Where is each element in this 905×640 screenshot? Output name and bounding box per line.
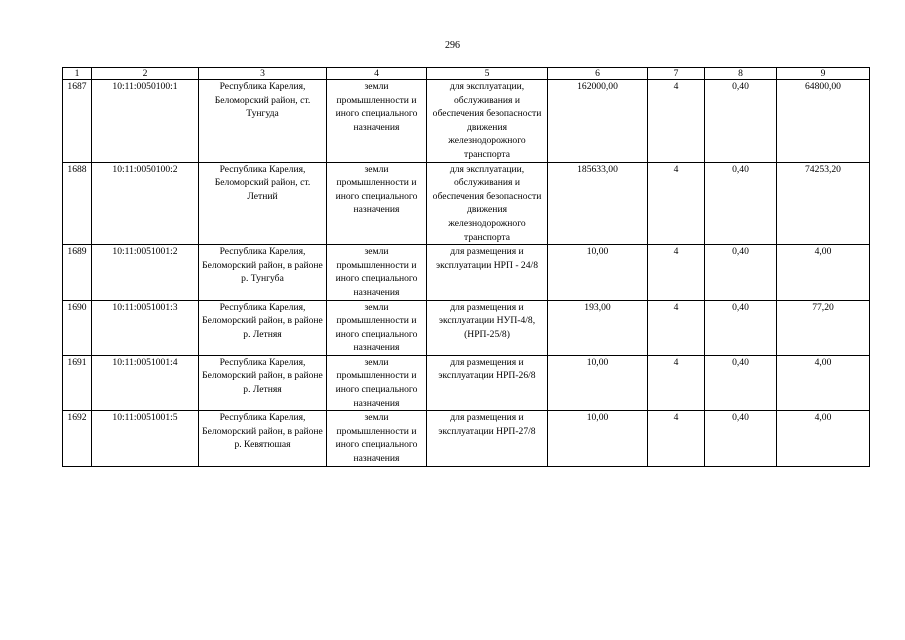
column-header: 2 — [92, 68, 199, 80]
permitted-use: для размещения и эксплуатации НУП-4/8, (НРП-25/8) — [427, 300, 548, 355]
table-row — [63, 411, 870, 466]
cadastral-number: 10:11:0051001:2 — [92, 245, 199, 300]
rate: 0,40 — [705, 300, 777, 355]
header-row — [63, 68, 870, 80]
column-header: 8 — [705, 68, 777, 80]
permitted-use: для эксплуатации, обслуживания и обеспечения безопасности движения железнодорожного транспорта — [427, 162, 548, 245]
group: 4 — [648, 245, 705, 300]
group: 4 — [648, 162, 705, 245]
group: 4 — [648, 80, 705, 163]
area: 193,00 — [548, 300, 648, 355]
area: 185633,00 — [548, 162, 648, 245]
group: 4 — [648, 411, 705, 466]
cadastral-number: 10:11:0051001:4 — [92, 355, 199, 410]
group: 4 — [648, 355, 705, 410]
row-number: 1691 — [63, 355, 92, 410]
row-number: 1687 — [63, 80, 92, 163]
amount: 4,00 — [777, 355, 870, 410]
rate: 0,40 — [705, 162, 777, 245]
column-header: 7 — [648, 68, 705, 80]
land-registry-table — [62, 67, 870, 467]
cadastral-number: 10:11:0050100:2 — [92, 162, 199, 245]
amount: 4,00 — [777, 245, 870, 300]
table-row — [63, 300, 870, 355]
cadastral-number: 10:11:0051001:5 — [92, 411, 199, 466]
rate: 0,40 — [705, 245, 777, 300]
table-row — [63, 80, 870, 163]
amount: 4,00 — [777, 411, 870, 466]
cadastral-number: 10:11:0051001:3 — [92, 300, 199, 355]
land-category: земли промышленности и иного специального назначения — [327, 162, 427, 245]
amount: 77,20 — [777, 300, 870, 355]
area: 10,00 — [548, 245, 648, 300]
rate: 0,40 — [705, 80, 777, 163]
land-category: земли промышленности и иного специального назначения — [327, 355, 427, 410]
amount: 64800,00 — [777, 80, 870, 163]
location: Республика Карелия, Беломорский район, ст. Тунгуда — [199, 80, 327, 163]
row-number: 1690 — [63, 300, 92, 355]
location: Республика Карелия, Беломорский район, в районе р. Летняя — [199, 355, 327, 410]
rate: 0,40 — [705, 355, 777, 410]
cadastral-number: 10:11:0050100:1 — [92, 80, 199, 163]
column-header: 3 — [199, 68, 327, 80]
table-row — [63, 245, 870, 300]
table-row — [63, 355, 870, 410]
location: Республика Карелия, Беломорский район, в районе р. Летняя — [199, 300, 327, 355]
column-header: 4 — [327, 68, 427, 80]
rate: 0,40 — [705, 411, 777, 466]
land-category: земли промышленности и иного специального назначения — [327, 80, 427, 163]
land-category: земли промышленности и иного специального назначения — [327, 245, 427, 300]
row-number: 1692 — [63, 411, 92, 466]
permitted-use: для размещения и эксплуатации НРП-27/8 — [427, 411, 548, 466]
location: Республика Карелия, Беломорский район, в районе р. Тунгуба — [199, 245, 327, 300]
page-number: 296 — [445, 40, 460, 51]
permitted-use: для размещения и эксплуатации НРП-26/8 — [427, 355, 548, 410]
table-row — [63, 162, 870, 245]
area: 10,00 — [548, 411, 648, 466]
column-header: 5 — [427, 68, 548, 80]
column-header: 6 — [548, 68, 648, 80]
permitted-use: для размещения и эксплуатации НРП - 24/8 — [427, 245, 548, 300]
area: 10,00 — [548, 355, 648, 410]
row-number: 1689 — [63, 245, 92, 300]
location: Республика Карелия, Беломорский район, ст. Летний — [199, 162, 327, 245]
row-number: 1688 — [63, 162, 92, 245]
land-category: земли промышленности и иного специального назначения — [327, 411, 427, 466]
amount: 74253,20 — [777, 162, 870, 245]
group: 4 — [648, 300, 705, 355]
land-category: земли промышленности и иного специального назначения — [327, 300, 427, 355]
area: 162000,00 — [548, 80, 648, 163]
location: Республика Карелия, Беломорский район, в районе р. Кевятюшая — [199, 411, 327, 466]
column-header: 1 — [63, 68, 92, 80]
permitted-use: для эксплуатации, обслуживания и обеспечения безопасности движения железнодорожного транспорта — [427, 80, 548, 163]
column-header: 9 — [777, 68, 870, 80]
